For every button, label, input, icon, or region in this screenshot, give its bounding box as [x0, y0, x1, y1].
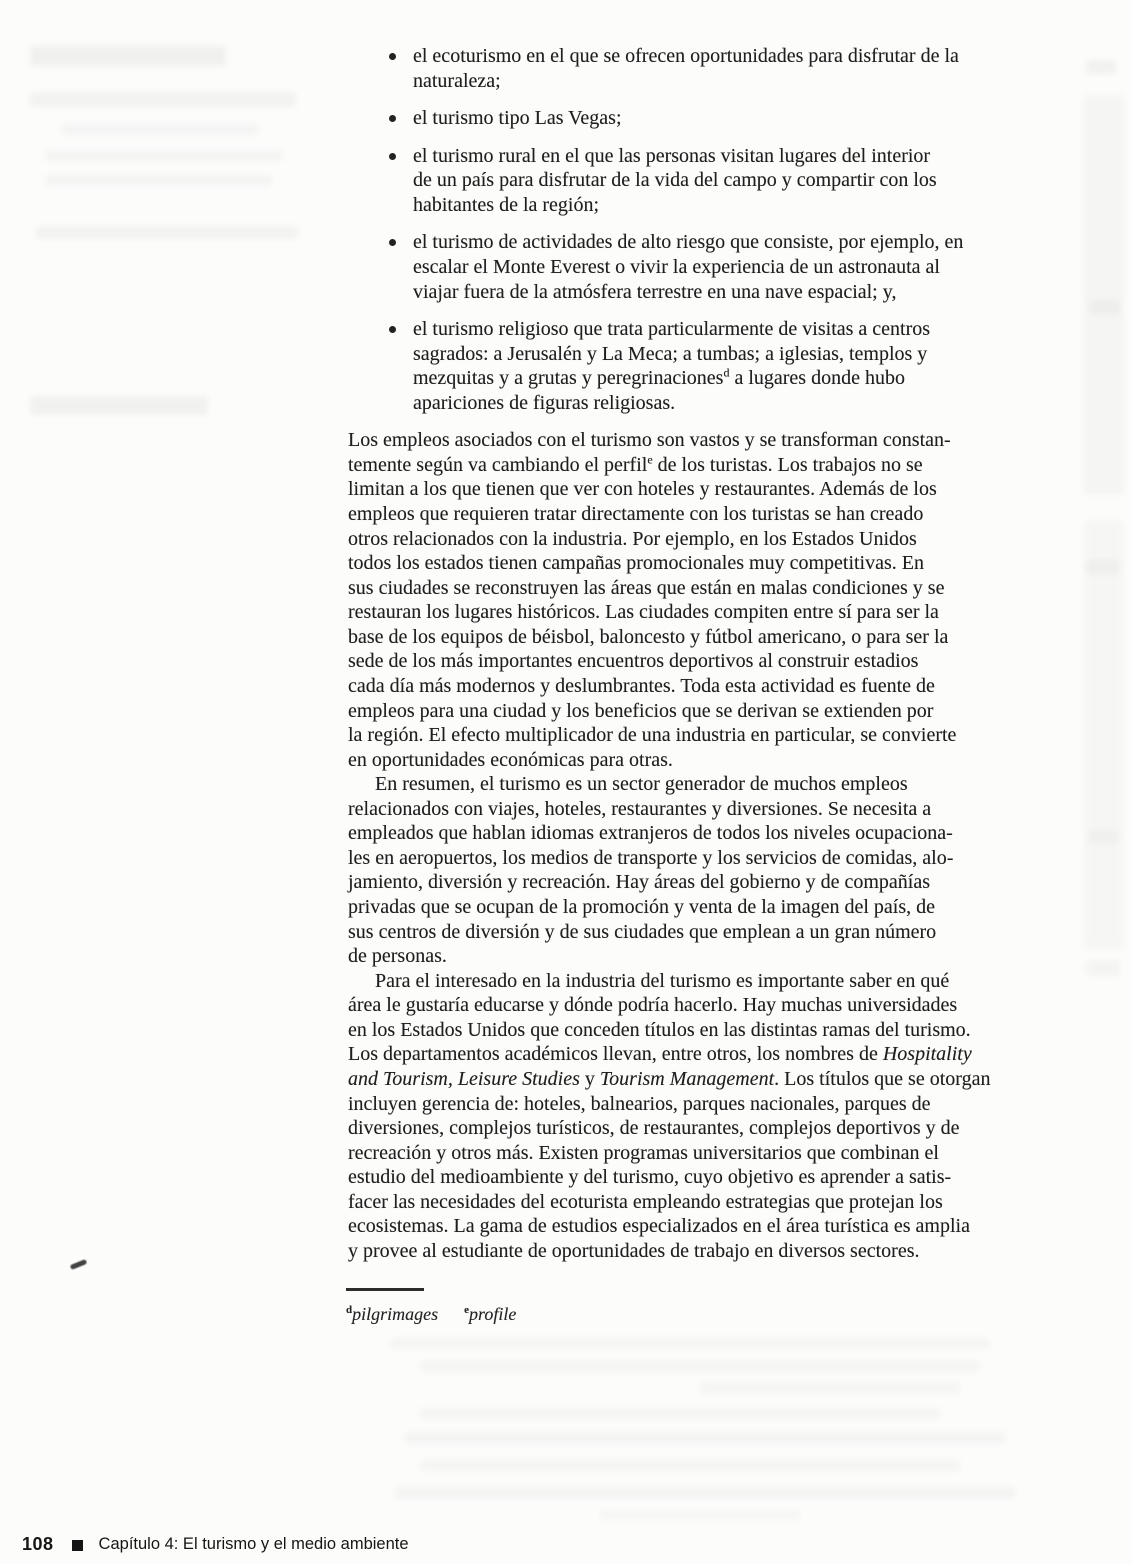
- text-line: apariciones de figuras religiosas.: [413, 391, 676, 414]
- text-line: les en aeropuertos, los medios de transporte y los servicios de comidas, alo-: [348, 846, 954, 869]
- text-line: el turismo de actividades de alto riesgo que consiste, por ejemplo, en: [413, 231, 964, 254]
- bleedthrough-ghost-text: [46, 175, 272, 186]
- footnote-glosses: [346, 1304, 542, 1325]
- text-line: habitantes de la región;: [413, 193, 600, 216]
- text-line: otros relacionados con la industria. Por ejemplo, en los Estados Unidos: [348, 527, 917, 550]
- text-line: el turismo religioso que trata particularmente de visitas a centros: [413, 318, 931, 341]
- text-line: base de los equipos de béisbol, baloncesto y fútbol americano, o para ser la: [348, 625, 949, 648]
- stray-ink-mark: [70, 1259, 88, 1270]
- text-line: escalar el Monte Everest o vivir la experiencia de un astronauta al: [413, 255, 940, 278]
- bleedthrough-ghost-text: [1086, 560, 1120, 574]
- text-line: sede de los más importantes encuentros deportivos al construir estadios: [348, 650, 919, 673]
- page-footer: [22, 1534, 409, 1555]
- text-line: facer las necesidades del ecoturista empleando estrategias que protejan los: [348, 1190, 943, 1213]
- paragraph: [348, 428, 1084, 772]
- footnote-entry: $^d$pilgrimages: [346, 1304, 439, 1324]
- text-line: todos los estados tienen campañas promocionales muy competitivas. En: [348, 552, 924, 575]
- text-line: diversiones, complejos turísticos, de restaurantes, complejos deportivos y de: [348, 1117, 960, 1140]
- text-line: de un país para disfrutar de la vida del campo y compartir con los: [413, 169, 937, 192]
- bullet-dot-icon: [389, 153, 396, 160]
- bullet-item: [348, 106, 1084, 131]
- text-line: temente según va cambiando el perfil$^e$ de los turistas. Los trabajos no se: [348, 452, 923, 476]
- bleedthrough-ghost-text: [30, 396, 208, 415]
- bleedthrough-ghost-text: [420, 1360, 980, 1372]
- bleedthrough-ghost-text: [1084, 520, 1124, 950]
- bleedthrough-ghost-text: [700, 1382, 960, 1394]
- bleedthrough-ghost-text: [46, 150, 282, 161]
- footnote-rule: [346, 1288, 424, 1291]
- paragraph: [348, 969, 1084, 1264]
- text-line: el turismo tipo Las Vegas;: [413, 107, 622, 130]
- text-line: empleados que hablan idiomas extranjeros de todos los niveles ocupaciona-: [348, 822, 953, 845]
- text-line: el ecoturismo en el que se ofrecen oportunidades para disfrutar de la: [413, 45, 959, 67]
- bleedthrough-ghost-text: [30, 46, 226, 66]
- bleedthrough-ghost-text: [30, 92, 296, 107]
- bleedthrough-ghost-text: [1086, 60, 1116, 74]
- text-line: privadas que se ocupan de la promoción y venta de la imagen del país, de: [348, 896, 936, 918]
- body-paragraphs: [348, 428, 1084, 1263]
- chapter-title: Capítulo 4: El turismo y el medio ambiente: [98, 1535, 409, 1553]
- bleedthrough-ghost-text: [420, 1460, 960, 1471]
- text-line: sus ciudades se reconstruyen las áreas que están en malas condiciones y se: [348, 576, 945, 599]
- bleedthrough-ghost-text: [420, 1408, 940, 1419]
- tourism-types-bullet-list: [348, 44, 1084, 415]
- text-line: recreación y otros más. Existen programas universitarios que combinan el: [348, 1141, 939, 1164]
- text-line: el turismo rural en el que las personas visitan lugares del interior: [413, 144, 931, 167]
- text-line: limitan a los que tienen que ver con hoteles y restaurantes. Además de los: [348, 478, 937, 501]
- text-line: y provee al estudiante de oportunidades de trabajo en diversos sectores.: [348, 1239, 920, 1262]
- bleedthrough-ghost-text: [1084, 95, 1124, 495]
- text-line: estudio del medioambiente y del turismo, cuyo objetivo es aprender a satis-: [348, 1166, 952, 1189]
- footnote-block: [346, 1288, 542, 1325]
- text-line: empleos para una ciudad y los beneficios que se derivan se extienden por: [348, 699, 934, 722]
- bleedthrough-ghost-text: [600, 1510, 800, 1520]
- bullet-item: [348, 317, 1084, 415]
- bleedthrough-ghost-text: [395, 1487, 1015, 1499]
- text-line: viajar fuera de la atmósfera terrestre en una nave espacial; y,: [413, 280, 897, 303]
- text-line: sus centros de diversión y de sus ciudades que emplean a un gran número: [348, 920, 937, 943]
- bullet-dot-icon: [389, 53, 396, 60]
- text-line: mezquitas y a grutas y peregrinaciones$^d$ a lugares donde hubo: [413, 365, 905, 390]
- page-number: 108: [22, 1534, 54, 1554]
- bullet-dot-icon: [389, 239, 396, 246]
- text-line: relacionados con viajes, hoteles, restaurantes y diversiones. Se necesita a: [348, 797, 932, 820]
- bleedthrough-ghost-text: [1088, 830, 1118, 844]
- bullet-item: [348, 44, 1084, 93]
- text-line: en los Estados Unidos que conceden títulos en las distintas ramas del turismo.: [348, 1018, 971, 1041]
- text-line: naturaleza;: [413, 69, 501, 92]
- text-line: Los departamentos académicos llevan, entre otros, los nombres de Hospitality: [348, 1043, 972, 1066]
- bullet-dot-icon: [389, 326, 396, 333]
- paragraph: [348, 772, 1084, 969]
- text-line: sagrados: a Jerusalén y La Meca; a tumbas; a iglesias, templos y: [413, 342, 928, 365]
- text-line: Los empleos asociados con el turismo son vastos y se transforman constan-: [348, 429, 951, 452]
- text-line: incluyen gerencia de: hoteles, balnearios, parques nacionales, parques de: [348, 1092, 931, 1115]
- bullet-item: [348, 230, 1084, 304]
- text-line: en oportunidades económicas para otras.: [348, 748, 673, 771]
- main-text-column: [348, 44, 1084, 1263]
- bullet-item: [348, 144, 1084, 218]
- bleedthrough-ghost-text: [390, 1338, 990, 1349]
- text-line: la región. El efecto multiplicador de una industria en particular, se convierte: [348, 724, 957, 747]
- bleedthrough-ghost-text: [405, 1432, 1005, 1444]
- text-line: and Tourism, Leisure Studies y Tourism Management. Los títulos que se otorgan: [348, 1067, 991, 1090]
- bleedthrough-ghost-text: [1090, 300, 1120, 314]
- bleedthrough-ghost-text: [62, 124, 258, 135]
- text-line: En resumen, el turismo es un sector generador de muchos empleos: [375, 773, 908, 796]
- bleedthrough-ghost-text: [1086, 960, 1120, 976]
- bullet-dot-icon: [389, 115, 396, 122]
- text-line: cada día más modernos y deslumbrantes. Toda esta actividad es fuente de: [348, 674, 935, 697]
- square-bullet-icon: [72, 1540, 83, 1551]
- bleedthrough-ghost-text: [36, 226, 298, 239]
- text-line: Para el interesado en la industria del turismo es importante saber en qué: [375, 969, 950, 992]
- text-line: empleos que requieren tratar directamente con los turistas se han creado: [348, 503, 924, 525]
- footnote-entry: $^e$profile: [464, 1304, 517, 1324]
- text-line: restauran los lugares históricos. Las ciudades compiten entre sí para ser la: [348, 601, 939, 624]
- text-line: jamiento, diversión y recreación. Hay áreas del gobierno y de compañías: [348, 871, 931, 894]
- text-line: área le gustaría educarse y dónde podría hacerlo. Hay muchas universidades: [348, 994, 958, 1017]
- text-line: ecosistemas. La gama de estudios especializados en el área turística es amplia: [348, 1215, 970, 1238]
- text-line: de personas.: [348, 945, 447, 968]
